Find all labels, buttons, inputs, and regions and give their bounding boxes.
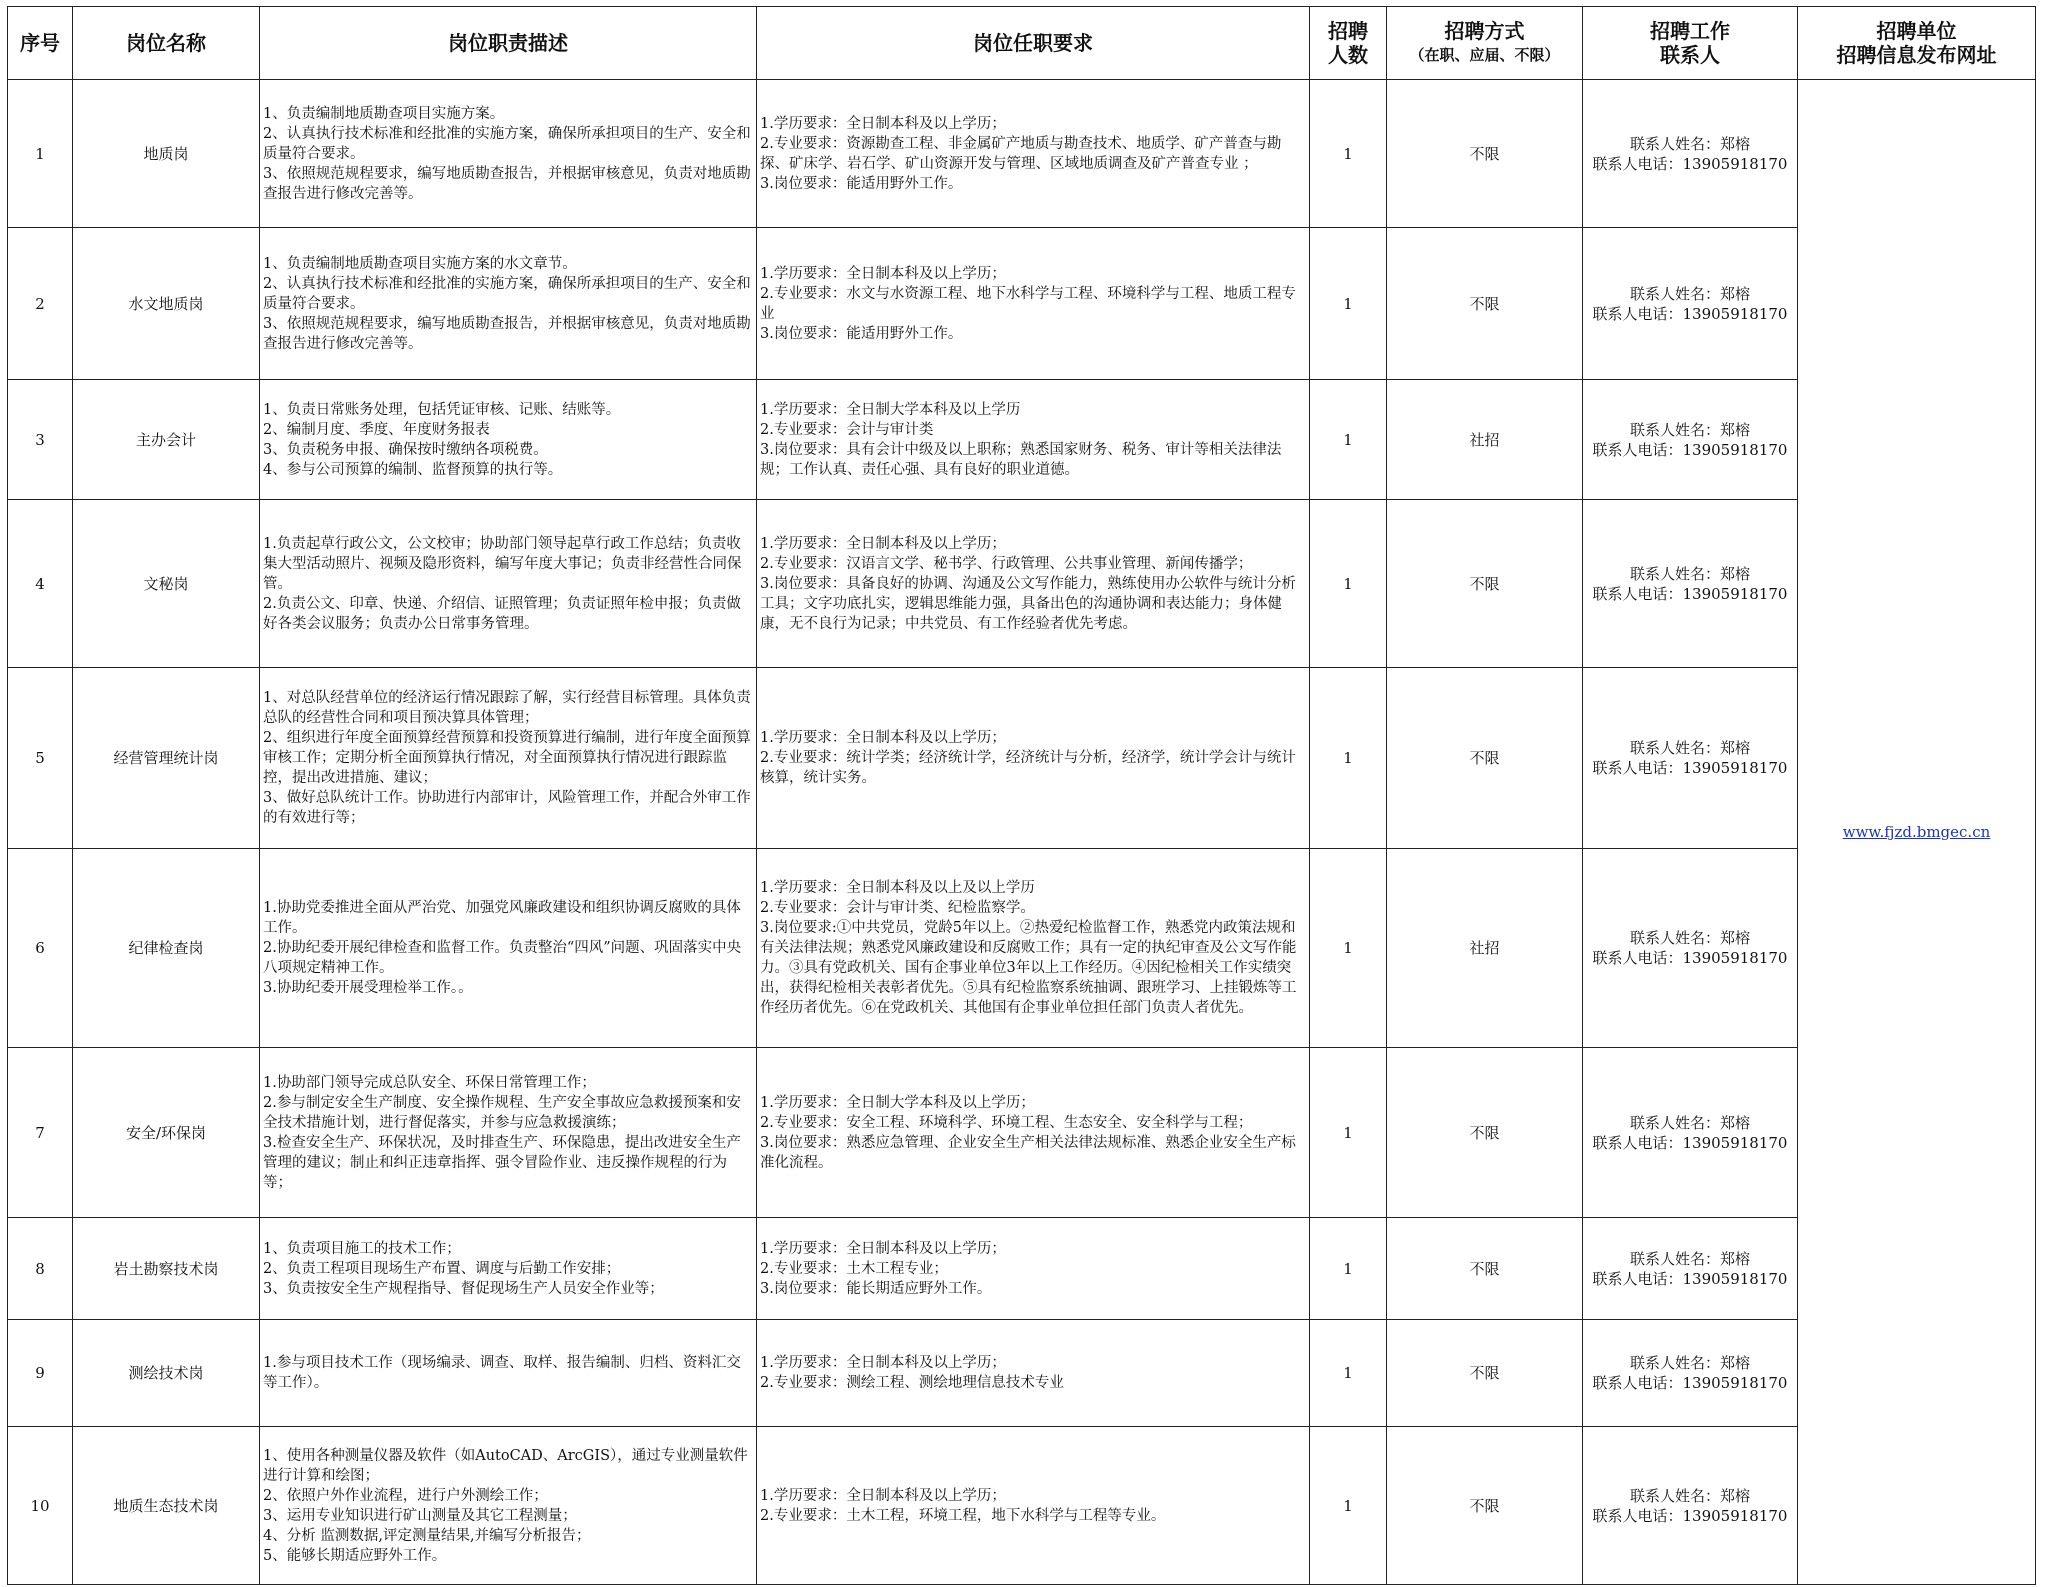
- header-site: [1798, 7, 2036, 80]
- header-mode-line1: 招聘方式: [1444, 19, 1525, 43]
- row-seq: 1: [8, 80, 73, 228]
- duty-description: 1、负责项目施工的技术工作； 2、负责工程项目现场生产布置、调度与后勤工作安排； 3、负责按安全生产规程指导、督促现场生产人员安全作业等；: [260, 1218, 757, 1320]
- requirements: 1.学历要求：全日制本科及以上学历； 2.专业要求：统计学类；经济统计学，经济统计与分析，经济学，统计学会计与统计核算，统计实务。: [757, 668, 1310, 849]
- contact-name: 联系人姓名：郑榕: [1629, 1113, 1750, 1132]
- position-name: 主办会计: [73, 380, 260, 500]
- header-contact: [1583, 7, 1798, 80]
- headcount: 1: [1310, 80, 1387, 228]
- contact: [1583, 228, 1798, 380]
- headcount: 1: [1310, 849, 1387, 1048]
- duty-description: 1.负责起草行政公文，公文校审；协助部门领导起草行政工作总结；负责收集大型活动照片、视频及隐形资料，编写年度大事记；负责非经营性合同保管。 2.负责公文、印章、快递、介绍信、证照管理；负责证照年检申报；负责做好各类会议服务；负责办公日常事务管理。: [260, 500, 757, 668]
- contact: [1583, 80, 1798, 228]
- position-name: 岩土勘察技术岗: [73, 1218, 260, 1320]
- header-count-line2: 人数: [1328, 43, 1368, 67]
- recruit-mode: 不限: [1387, 1048, 1583, 1218]
- position-name: 地质生态技术岗: [73, 1427, 260, 1585]
- requirements: 1.学历要求：全日制大学本科及以上学历； 2.专业要求：安全工程、环境科学、环境工程、生态安全、安全科学与工程； 3.岗位要求：熟悉应急管理、企业安全生产相关法律法规标准、熟悉企业安全生产标准化流程。: [757, 1048, 1310, 1218]
- duty-description: 1、负责编制地质勘查项目实施方案。 2、认真执行技术标准和经批准的实施方案，确保所承担项目的生产、安全和质量符合要求。 3、依照规范规程要求，编写地质勘查报告，并根据审核意见，负责对地质勘查报告进行修改完善等。: [260, 80, 757, 228]
- header-duty: 岗位职责描述: [260, 7, 757, 80]
- duty-description: 1.参与项目技术工作（现场编录、调查、取样、报告编制、归档、资料汇交等工作）。: [260, 1320, 757, 1427]
- position-name: 经营管理统计岗: [73, 668, 260, 849]
- row-seq: 8: [8, 1218, 73, 1320]
- row-seq: 10: [8, 1427, 73, 1585]
- row-seq: 9: [8, 1320, 73, 1427]
- recruit-mode: 不限: [1387, 1320, 1583, 1427]
- recruit-mode: 不限: [1387, 1427, 1583, 1585]
- recruit-mode: 社招: [1387, 849, 1583, 1048]
- table-row: [8, 228, 2036, 380]
- header-seq: 序号: [8, 7, 73, 80]
- contact: [1583, 1218, 1798, 1320]
- contact-phone: 联系人电话：13905918170: [1592, 759, 1788, 777]
- table-row: [8, 1320, 2036, 1427]
- header-req: 岗位任职要求: [757, 7, 1310, 80]
- header-mode-line2: （在职、应届、不限）: [1409, 46, 1560, 64]
- contact: [1583, 1048, 1798, 1218]
- position-name: 安全/环保岗: [73, 1048, 260, 1218]
- table-row: [8, 1218, 2036, 1320]
- contact-name: 联系人姓名：郑榕: [1629, 929, 1750, 947]
- contact-name: 联系人姓名：郑榕: [1629, 284, 1750, 303]
- table-row: [8, 500, 2036, 668]
- contact-name: 联系人姓名：郑榕: [1629, 1249, 1750, 1268]
- row-seq: 5: [8, 668, 73, 849]
- contact-phone: 联系人电话：13905918170: [1592, 154, 1788, 173]
- headcount: 1: [1310, 1427, 1387, 1585]
- requirements: 1.学历要求：全日制本科及以上学历； 2.专业要求：土木工程，环境工程，地下水科学与工程等专业。: [757, 1427, 1310, 1585]
- requirements: 1.学历要求：全日制本科及以上学历； 2.专业要求：汉语言文学、秘书学、行政管理、公共事业管理、新闻传播学； 3.岗位要求：具备良好的协调、沟通及公文写作能力，熟练使用办公软件与统计分析工具；文字功底扎实，逻辑思维能力强，具备出色的沟通协调和表达能力；身体健康，无不良行为记录；中共党员、有工作经验者优先考虑。: [757, 500, 1310, 668]
- contact-phone: 联系人电话：13905918170: [1592, 584, 1788, 603]
- contact-name: 联系人姓名：郑榕: [1629, 420, 1750, 439]
- table-row: [8, 1048, 2036, 1218]
- contact-phone: 联系人电话：13905918170: [1592, 1133, 1788, 1152]
- contact-phone: 联系人电话：13905918170: [1592, 304, 1788, 323]
- row-seq: 3: [8, 380, 73, 500]
- requirements: 1.学历要求：全日制本科及以上及以上学历 2.专业要求：会计与审计类、纪检监察学。 3.岗位要求:①中共党员，党龄5年以上。②热爱纪检监督工作，熟悉党内政策法规和有关法律法规；熟悉党风廉政建设和反腐败工作；具有一定的执纪审查及公文写作能力。③具有党政机关、国有企事业单位3年以上工作经历。④因纪检相关工作实绩突出，获得纪检相关表彰者优先。⑤具有纪检监察系统抽调、跟班学习、上挂锻炼等工作经历者优先。⑥在党政机关、其他国有企事业单位担任部门负责人者优先。: [757, 849, 1310, 1048]
- contact-phone: 联系人电话：13905918170: [1592, 1269, 1788, 1288]
- duty-description: 1、对总队经营单位的经济运行情况跟踪了解，实行经营目标管理。具体负责总队的经营性合同和项目预决算具体管理； 2、组织进行年度全面预算经营预算和投资预算进行编制，进行年度全面预算审核工作；定期分析全面预算执行情况，对全面预算执行情况进行跟踪监控，提出改进措施、建议； 3、做好总队统计工作。协助进行内部审计，风险管理工作，并配合外审工作的有效进行等；: [260, 668, 757, 849]
- headcount: 1: [1310, 228, 1387, 380]
- row-seq: 6: [8, 849, 73, 1048]
- contact: [1583, 1320, 1798, 1427]
- requirements: 1.学历要求：全日制本科及以上学历； 2.专业要求：水文与水资源工程、地下水科学与工程、环境科学与工程、地质工程专业 3.岗位要求：能适用野外工作。: [757, 228, 1310, 380]
- row-seq: 2: [8, 228, 73, 380]
- row-seq: 7: [8, 1048, 73, 1218]
- contact-phone: 联系人电话：13905918170: [1592, 1374, 1788, 1392]
- requirements: 1.学历要求：全日制本科及以上学历； 2.专业要求：测绘工程、测绘地理信息技术专业: [757, 1320, 1310, 1427]
- table-row: [8, 80, 2036, 228]
- header-row: [8, 7, 2036, 80]
- contact-name: 联系人姓名：郑榕: [1629, 739, 1750, 757]
- headcount: 1: [1310, 1048, 1387, 1218]
- contact-phone: 联系人电话：13905918170: [1592, 949, 1788, 967]
- recruit-mode: 社招: [1387, 380, 1583, 500]
- contact-phone: 联系人电话：13905918170: [1592, 440, 1788, 459]
- position-name: 测绘技术岗: [73, 1320, 260, 1427]
- recruit-mode: 不限: [1387, 668, 1583, 849]
- row-seq: 4: [8, 500, 73, 668]
- table-row: [8, 668, 2036, 849]
- requirements: 1.学历要求：全日制本科及以上学历； 2.专业要求：土木工程专业； 3.岗位要求：能长期适应野外工作。: [757, 1218, 1310, 1320]
- requirements: 1.学历要求：全日制大学本科及以上学历 2.专业要求：会计与审计类 3.岗位要求：具有会计中级及以上职称；熟悉国家财务、税务、审计等相关法律法规；工作认真、责任心强、具有良好的职业道德。: [757, 380, 1310, 500]
- header-name: 岗位名称: [73, 7, 260, 80]
- recruit-mode: 不限: [1387, 1218, 1583, 1320]
- contact-name: 联系人姓名：郑榕: [1629, 1354, 1750, 1372]
- table-row: [8, 380, 2036, 500]
- header-mode: [1387, 7, 1583, 80]
- duty-description: 1、负责日常账务处理，包括凭证审核、记账、结账等。 2、编制月度、季度、年度财务报表 3、负责税务申报、确保按时缴纳各项税费。 4、参与公司预算的编制、监督预算的执行等。: [260, 380, 757, 500]
- contact: [1583, 849, 1798, 1048]
- site-url-link[interactable]: www.fjzd.bmgec.cn: [1842, 823, 1991, 841]
- duty-description: 1、负责编制地质勘查项目实施方案的水文章节。 2、认真执行技术标准和经批准的实施方案，确保所承担项目的生产、安全和质量符合要求。 3、依照规范规程要求，编写地质勘查报告，并根据审核意见，负责对地质勘查报告进行修改完善等。: [260, 228, 757, 380]
- header-contact-line1: 招聘工作: [1650, 19, 1730, 43]
- position-name: 文秘岗: [73, 500, 260, 668]
- contact: [1583, 500, 1798, 668]
- header-site-line1: 招聘单位: [1876, 19, 1957, 43]
- table-row: [8, 849, 2036, 1048]
- contact: [1583, 1427, 1798, 1585]
- recruit-mode: 不限: [1387, 228, 1583, 380]
- site-cell: [1798, 80, 2036, 1585]
- headcount: 1: [1310, 500, 1387, 668]
- position-name: 地质岗: [73, 80, 260, 228]
- header-count-line1: 招聘: [1328, 19, 1368, 43]
- duty-description: 1、使用各种测量仪器及软件（如AutoCAD、ArcGIS），通过专业测量软件进行计算和绘图； 2、依照户外作业流程，进行户外测绘工作； 3、运用专业知识进行矿山测量及其它工程测量； 4、分析 监测数据,评定测量结果,并编写分析报告； 5、能够长期适应野外工作。: [260, 1427, 757, 1585]
- contact-name: 联系人姓名：郑榕: [1629, 134, 1750, 153]
- contact-name: 联系人姓名：郑榕: [1629, 564, 1750, 583]
- duty-description: 1.协助党委推进全面从严治党、加强党风廉政建设和组织协调反腐败的具体工作。 2.协助纪委开展纪律检查和监督工作。负责整治“四风”问题、巩固落实中央八项规定精神工作。 3.协助纪委开展受理检举工作。。: [260, 849, 757, 1048]
- headcount: 1: [1310, 1218, 1387, 1320]
- contact: [1583, 668, 1798, 849]
- contact-name: 联系人姓名：郑榕: [1629, 1486, 1750, 1505]
- contact: [1583, 380, 1798, 500]
- requirements: 1.学历要求：全日制本科及以上学历； 2.专业要求：资源勘查工程、非金属矿产地质与勘查技术、地质学、矿产普查与勘探、矿床学、岩石学、矿山资源开发与管理、区域地质调查及矿产普查专业 ； 3.岗位要求：能适用野外工作。: [757, 80, 1310, 228]
- headcount: 1: [1310, 380, 1387, 500]
- recruit-mode: 不限: [1387, 80, 1583, 228]
- duty-description: 1.协助部门领导完成总队安全、环保日常管理工作； 2.参与制定安全生产制度、安全操作规程、生产安全事故应急救援预案和安全技术措施计划，进行督促落实，并参与应急救援演练； 3.检查安全生产、环保状况，及时排查生产、环保隐患，提出改进安全生产管理的建议；制止和纠正违章指挥、强令冒险作业、违反操作规程的行为等；: [260, 1048, 757, 1218]
- header-count: [1310, 7, 1387, 80]
- position-name: 水文地质岗: [73, 228, 260, 380]
- headcount: 1: [1310, 1320, 1387, 1427]
- contact-phone: 联系人电话：13905918170: [1592, 1506, 1788, 1525]
- position-name: 纪律检查岗: [73, 849, 260, 1048]
- recruit-mode: 不限: [1387, 500, 1583, 668]
- header-contact-line2: 联系人: [1660, 43, 1720, 67]
- header-site-line2: 招聘信息发布网址: [1836, 43, 1997, 67]
- table-row: [8, 1427, 2036, 1585]
- headcount: 1: [1310, 668, 1387, 849]
- recruitment-table: [7, 6, 2036, 1585]
